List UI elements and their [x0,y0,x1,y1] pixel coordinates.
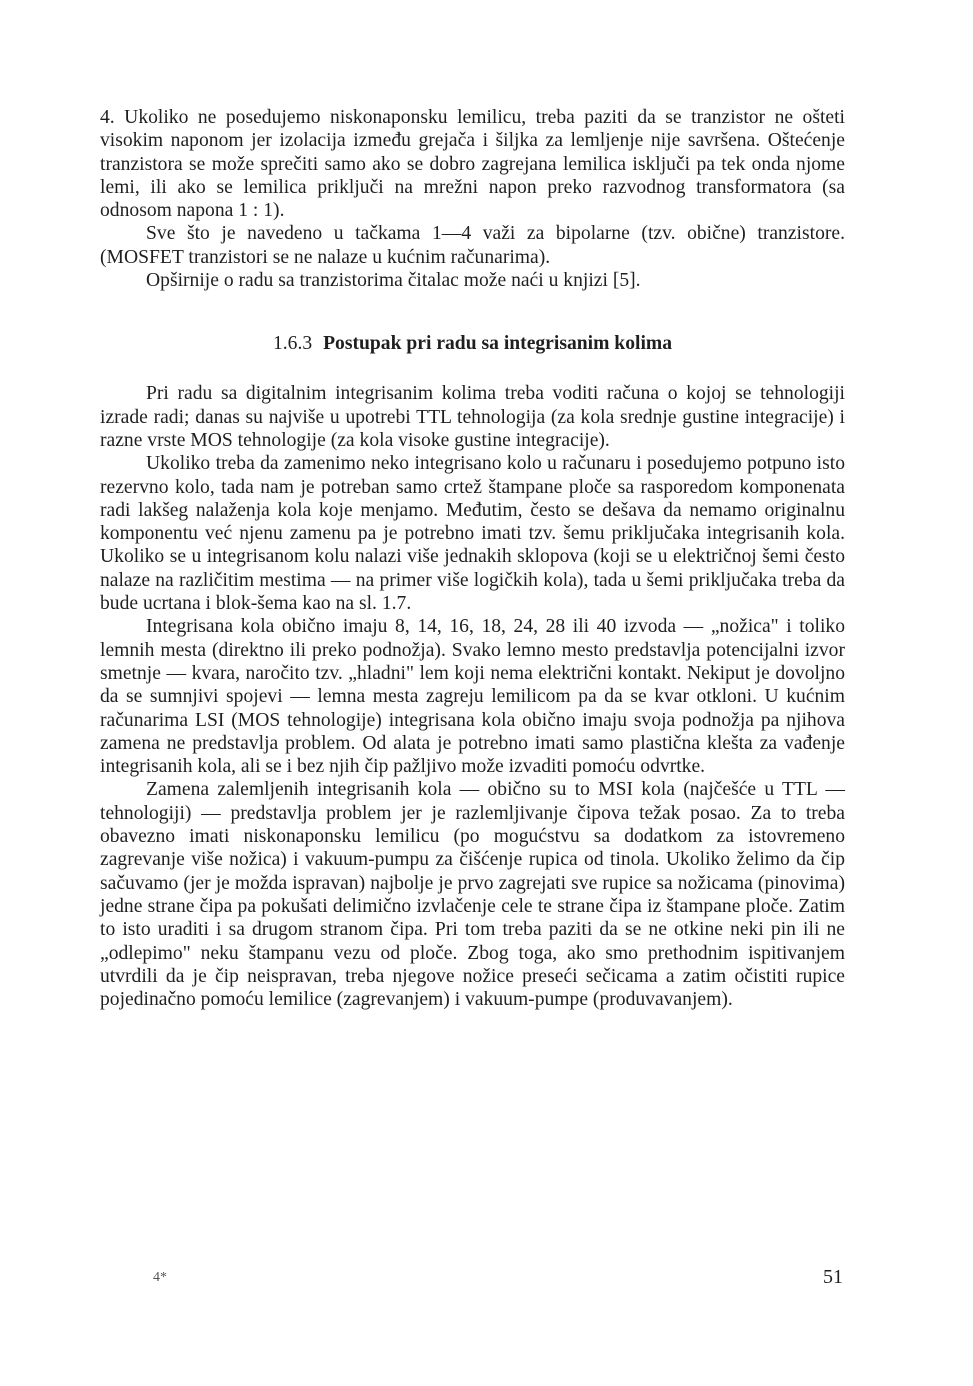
paragraph-pins: Integrisana kola obično imaju 8, 14, 16, 18, 24, 28 ili 40 izvoda — „nožica" i toliko lemnih mesta (direktno ili preko podnožja). Svako lemno mesto predstavlja potencijalni izvor smetnje — kvara, naročito tzv. „hladni" lem koji nema električni kontakt. Nekiput je dovoljno da se sumnjivi spojevi — lemna mesta zagreju lemilicom pa da se kvar otkloni. U kućnim računarima LSI (MOS tehnologije) integrisana kola obično imaju svoja podnožja pa njihova zamena ne predstavlja problem. Od alata je potrebno imati samo plastična klešta za vađenje integrisanih kola, ali se i bez njih čip pažljivo može izvaditi pomoću odvrtke. [100,616,845,778]
section-heading [100,332,845,356]
signature-mark: 4* [153,1270,167,1285]
paragraph-reference: Opširnije o radu sa tranzistorima čitalac može naći u knjizi [5]. [146,270,641,292]
book-page [100,106,845,1011]
page-number: 51 [823,1266,843,1288]
paragraph-technology: Pri radu sa digitalnim integrisanim kolima treba voditi računa o kojoj se tehnologiji izrade radi; danas su najviše u upotrebi TTL tehnologija (za kola srednje gustine integracije) i razne vrste MOS tehnologije (za kola visoke gustine integracije). [100,383,845,451]
section-number: 1.6.3 [272,333,313,355]
paragraph-desoldering: Zamena zalemljenih integrisanih kola — obično su to MSI kola (najčešće u TTL — tehnologiji) — predstavlja problem jer je razlemljivanje čipova težak posao. Za to treba obavezno imati niskonaponsku lemilicu (po mogućstvu sa dodatkom za istovremeno zagrevanje više nožica) i vakuum-pumpu za čišćenje rupica od tinola. Ukoliko želimo da čip sačuvamo (jer je možda ispravan) najbolje je prvo zagrejati sve rupice sa nožicama (pinovima) jedne strane čipa pa pokušati delimično izvlačenje cele te strane čipa iz štampane ploče. Zatim to isto uraditi i sa drugom stranom čipa. Pri tom treba paziti da se ne otkine neki pin ili ne „odlepimo" neku štampanu vezu od ploče. Zbog toga, ako smo prethodnim ispitivanjem utvrdili da je čip neispravan, treba njegove nožice preseći sečicama a zatim očistiti rupice pojedinačno pomoću lemilice (zagrevanjem) i vakuum-pumpe (produvavanjem). [100,779,845,1011]
paragraph-replacement: Ukoliko treba da zamenimo neko integrisano kolo u računaru i posedujemo potpuno isto rezervno kolo, tada nam je potreban samo crtež štampane ploče sa rasporedom komponenata radi lakšeg nalaženja kola koje menjamo. Međutim, često se dešava da nemamo originalnu komponentu već njenu zamenu pa je potrebno imati tzv. šemu priključaka integrisanih kola. Ukoliko se u integrisanom kolu nalazi više jednakih sklopova (koji se u električnoj šemi često nalaze na različitim mestima — na primer više logičkih kola), tada u šemi priključaka treba da bude ucrtana i blok-šema kao na sl. 1.7. [100,453,845,615]
paragraph-item-4: 4. Ukoliko ne posedujemo niskonaponsku lemilicu, treba paziti da se tranzistor ne ošteti visokim naponom jer izolacija između grejača i šiljka za lemljenje nije savršena. Oštećenje tranzistora se može sprečiti samo ako se dobro zagrejana lemilica isključi pa tek onda njome lemi, ili ako se lemilica priključi na mrežni napon preko razvodnog transformatora (sa odnosom napona 1 : 1). [100,107,845,222]
paragraph-bipolar-note: Sve što je navedeno u tačkama 1—4 važi za bipolarne (tzv. obične) tranzistore. (MOSFET tranzistori se ne nalaze u kućnim računarima). [100,223,845,268]
section-title: Postupak pri radu sa integrisanim kolima [323,333,673,355]
